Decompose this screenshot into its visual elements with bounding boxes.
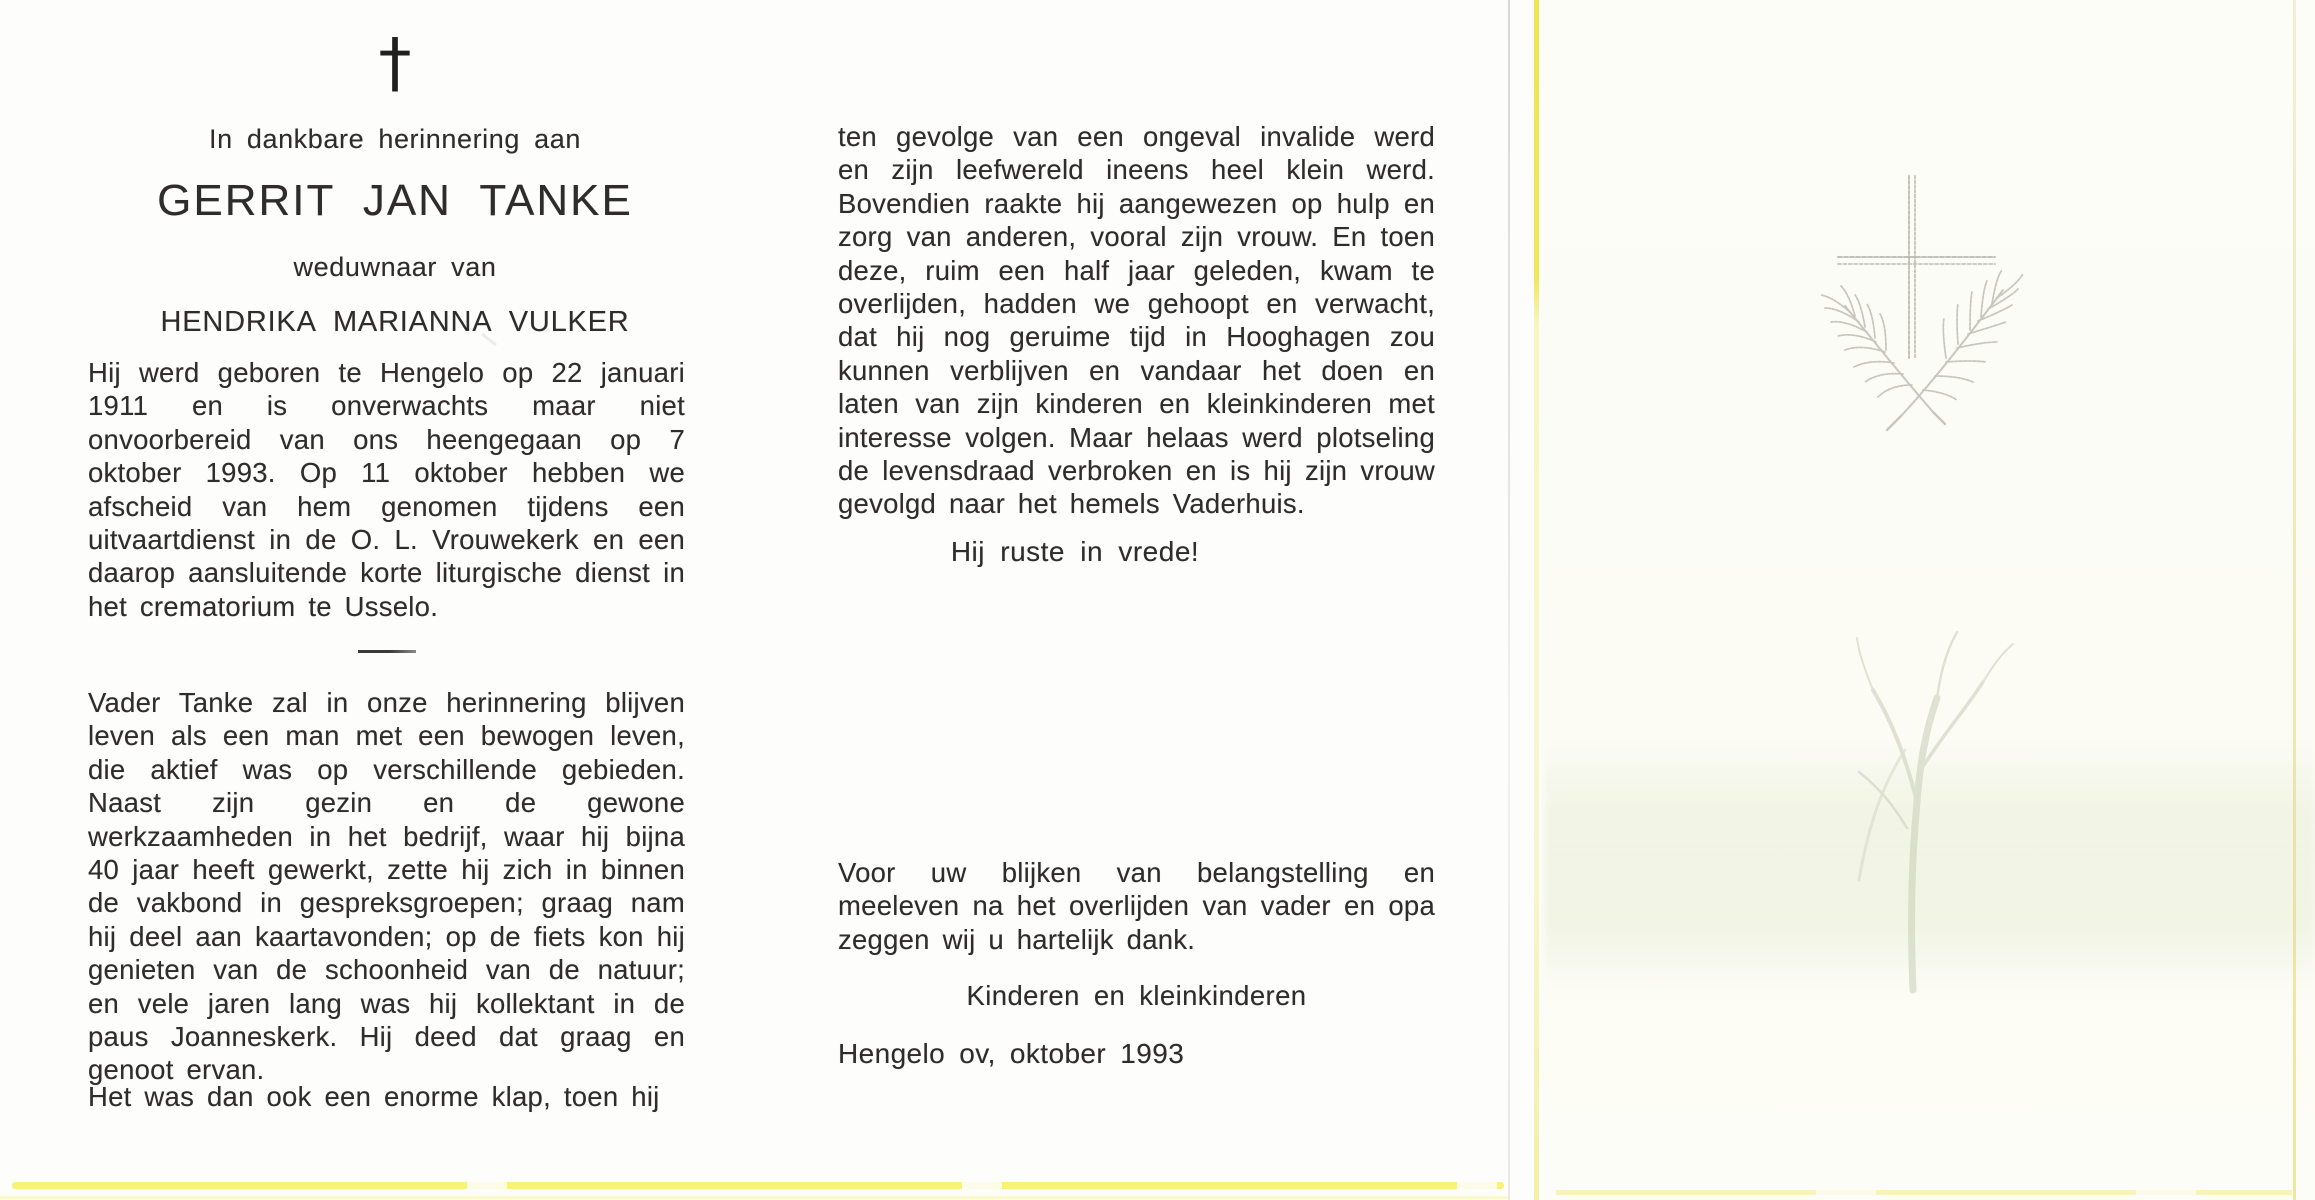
section-divider [358,650,416,653]
cross-with-palm-branches-icon [1793,158,2025,440]
paragraph-life: Vader Tanke zal in onze herinnering blijven leven als een man met een bewogen leven, die aktief was op verschillende gebieden. Naast zijn gezin en de gewone werkzaamheden in het bedrijf, waar hij bijna 40 jaar heeft gewerkt, zette hij zich in binnen de vakbond in gespreksgroepen; graag nam hij deel aan kaartavonden; op de fiets kon hij genieten van de schoonheid van de natuur; en vele jaren lang was hij kollektant in de paus Joanneskerk. Hij deed dat graag en genoot ervan. [88,687,685,1086]
bottom-yellow-dashes-right [1556,1190,2292,1195]
paragraph-continuation: Het was dan ook een enorme klap, toen hij [88,1081,660,1112]
paragraph-accident: ten gevolge van een ongeval invalide werd en zijn leefwereld ineens heel klein werd. Bovendien raakte hij aangewezen op hulp en zorg van anderen, vooral zijn vrouw. En toen deze, ruim een half jaar geleden, kwam te overlijden, hadden we gehoopt en verwacht, dat hij nog geruime tijd in Hooghagen zou kunnen verblijven en vandaar het doen en laten van zijn kinderen en kleinkinderen met interesse volgen. Maar helaas werd plotseling de levensdraad verbroken en is hij zijn vrouw gevolgd naar het hemels Vaderhuis. [838,121,1435,520]
relation-line: weduwnaar van [293,252,497,282]
bottom-yellow-hairline [0,1196,1508,1199]
paragraph-birth-death: Hij werd geboren te Hengelo op 22 januari 1911 en is onverwachts maar niet onvoorbereid van ons heengegaan op 7 oktober 1993. Op 11 oktober hebben we afscheid van hem genomen tijdens een uitvaartdienst in de O. L. Vrouwekerk en een daarop aansluitende korte liturgische dienst in het crematorium te Usselo. [88,357,685,622]
seam-yellow-line [1534,0,1539,1200]
memorial-cross-icon: † [378,24,412,101]
paragraph-thanks: Voor uw blijken van belangstelling en meeleven na het overlijden van vader en opa zeggen wij u hartelijk dank. [838,857,1435,955]
bare-tree-landscape-icon [1795,550,2065,1000]
bottom-yellow-dashes-left [12,1182,1504,1189]
intro-line: In dankbare herinnering aan [209,124,581,154]
rest-in-peace-line: Hij ruste in vrede! [950,536,1200,567]
right-edge-yellow-line [2293,0,2296,1200]
signature-line: Kinderen en kleinkinderen [966,980,1307,1011]
spouse-name: HENDRIKA MARIANNA VULKER [160,306,630,338]
deceased-name: GERRIT JAN TANKE [157,176,633,225]
page-crease-line [1508,0,1510,1200]
place-date-line: Hengelo ov, oktober 1993 [838,1038,1185,1069]
